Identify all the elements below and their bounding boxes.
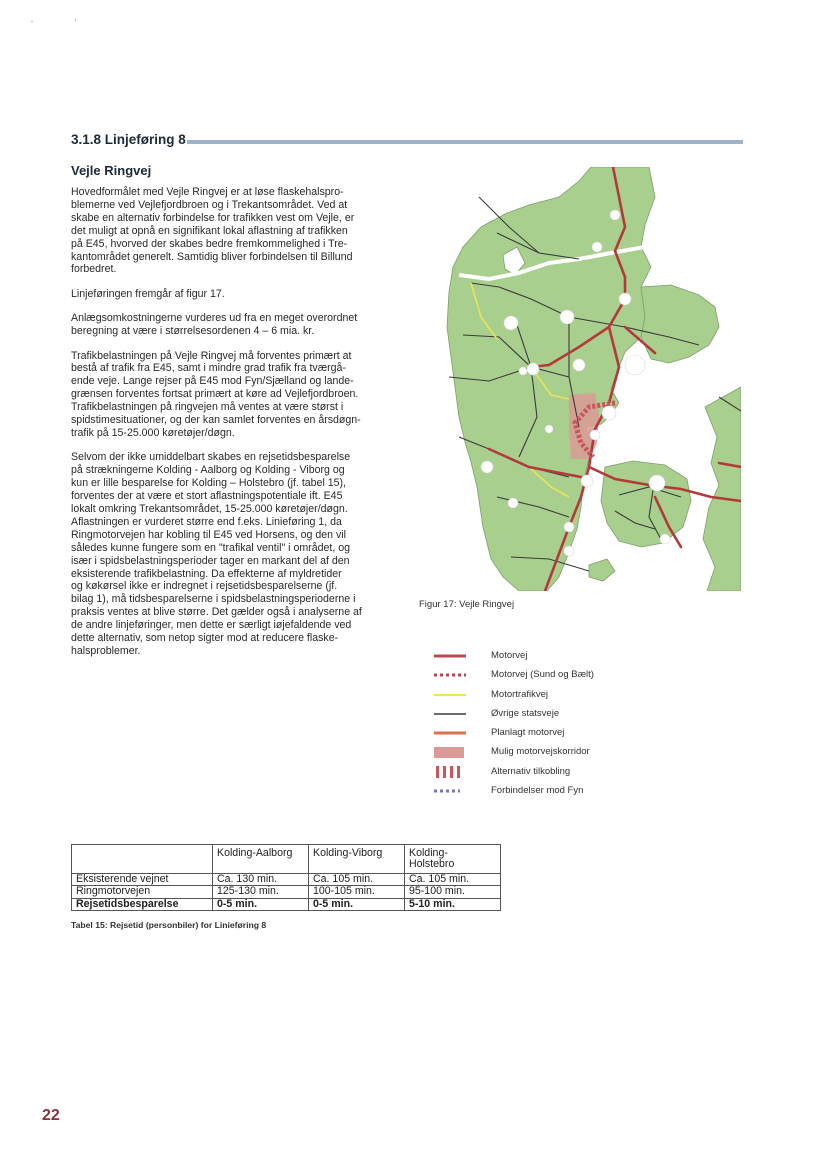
paragraph: Trafikbelastningen på Vejle Ringvej må forventes primært at bestå af trafik fra E45, samt i mindre grad trafik fra tværgå- ende veje. Lange rejser på E45 mod Fyn/Sjælland og lande- grænsen forventes fortsat primært at køre ad Vejlefjordbroen. Trafikbelastningen på ringvejen må ventes at være størst i spidstimesituationer, og der kan samlet forventes en årsdøgn- trafik på 15-25.000 køretøjer/døgn.: [71, 349, 361, 439]
table-header-cell: Kolding-Aalborg: [213, 845, 309, 874]
paragraph: Linjeføringen fremgår af figur 17.: [71, 287, 225, 300]
body-text: [71, 186, 407, 669]
table-cell: Ca. 130 min.: [213, 873, 309, 885]
table-cell: 125-130 min.: [213, 886, 309, 898]
table-cell: 0-5 min.: [213, 898, 309, 910]
table-row: [72, 873, 501, 885]
page-number: 22: [42, 1107, 60, 1124]
subheading: Vejle Ringvej: [71, 163, 152, 178]
legend-label: Forbindelser mod Fyn: [491, 785, 584, 797]
table-cell: Ringmotorvejen: [72, 886, 213, 898]
table-cell: Ca. 105 min.: [405, 873, 501, 885]
legend-label: Motortrafikvej: [491, 688, 549, 700]
table-cell: 100-105 min.: [309, 886, 405, 898]
table-row: [72, 898, 501, 910]
legend-swatch-motorway: [432, 650, 468, 662]
table-cell: Ca. 105 min.: [309, 873, 405, 885]
paragraph: Hovedformålet med Vejle Ringvej er at løse flaskehalspro- blemerne ved Vejlefjordbroen og i Trekantsområdet. Ved at skabe en alternativ forbindelse for trafikken vest om Vejle, er det muligt at opnå en signifikant lokal aflastning af trafikken på E45, hvorved der skabes bedre fremkommelighed i Tre- kantområdet generelt. Samtidig bliver forbindelsen til Billund forbedret.: [71, 186, 355, 276]
table-header-cell: [72, 845, 213, 874]
legend-swatch-alternative-connection: [432, 766, 468, 778]
table-cell: 95-100 min.: [405, 886, 501, 898]
section-heading-row: [71, 132, 743, 152]
legend-label: Mulig motorvejskorridor: [491, 746, 590, 758]
legend-label: Planlagt motorvej: [491, 727, 565, 739]
table-header-cell: Kolding-Viborg: [309, 845, 405, 874]
table-row: [72, 886, 501, 898]
table-cell: 5-10 min.: [405, 898, 501, 910]
table-header-cell: Kolding- Holstebro: [405, 845, 501, 874]
legend-swatch-funen-connections: [432, 785, 468, 797]
paragraph: Anlægsomkostningerne vurderes ud fra en meget overordnet beregning at være i størrelsesordenen 4 – 6 mia. kr.: [71, 312, 358, 338]
table-caption: Tabel 15: Rejsetid (personbiler) for Linieføring 8: [71, 920, 267, 930]
travel-time-table: [71, 844, 501, 911]
paragraph: Selvom der ikke umiddelbart skabes en rejsetidsbesparelse på strækningerne Kolding - Aalborg og Kolding - Viborg og kun er lille besparelse for Kolding – Holstebro (jf. tabel 15), forventes der at være et stort aflastningspotentiale ift. E45 lokalt omkring Trekantsområdet, 15-25.000 køretøjer/døgn. Aflastningen er vurderet større end f.eks. Linieføring 1, da Ringmotorvejen har kobling til E45 ved Horsens, og den vil således kunne fungere som en "trafikal ventil" i området, og især i spidsbelastningsperioder tager en markant del af den eksisterende trafikbelastning. Da effekterne af myldretider og køkørsel ikke er indregnet i rejsetidsbesparelserne (jf. bilag 1), må tidsbesparelserne i spidsbelastningsperioderne i praksis ventes at blive større. Det gælder også i analyserne af de andre linjeføringer, men dette er særligt iøjefaldende ved dette alternativ, som netop sigter mod at reducere flaske- halsproblemer.: [71, 451, 362, 657]
section-heading: 3.1.8 Linjeføring 8: [71, 132, 186, 147]
legend-label: Øvrige statsveje: [491, 707, 560, 719]
legend-swatch-expressway: [432, 689, 468, 701]
legend-swatch-planned-motorway: [432, 727, 468, 739]
legend-label: Alternativ tilkobling: [491, 765, 571, 777]
heading-rule: [187, 140, 743, 144]
table-cell: 0-5 min.: [309, 898, 405, 910]
table-cell: Eksisterende vejnet: [72, 873, 213, 885]
legend-swatch-motorway-dotted: [432, 669, 468, 681]
legend-label: Motorvej: [491, 650, 528, 661]
scan-marks: [0, 0, 826, 40]
legend-swatch-corridor: [432, 746, 468, 758]
legend-swatch-state-roads: [432, 708, 468, 720]
table-header-row: [72, 845, 501, 874]
legend-label: Motorvej (Sund og Bælt): [491, 669, 594, 681]
map-caption: Figur 17: Vejle Ringvej: [419, 599, 515, 610]
denmark-road-map: [419, 167, 741, 591]
table-cell: Rejsetidsbesparelse: [72, 898, 213, 910]
